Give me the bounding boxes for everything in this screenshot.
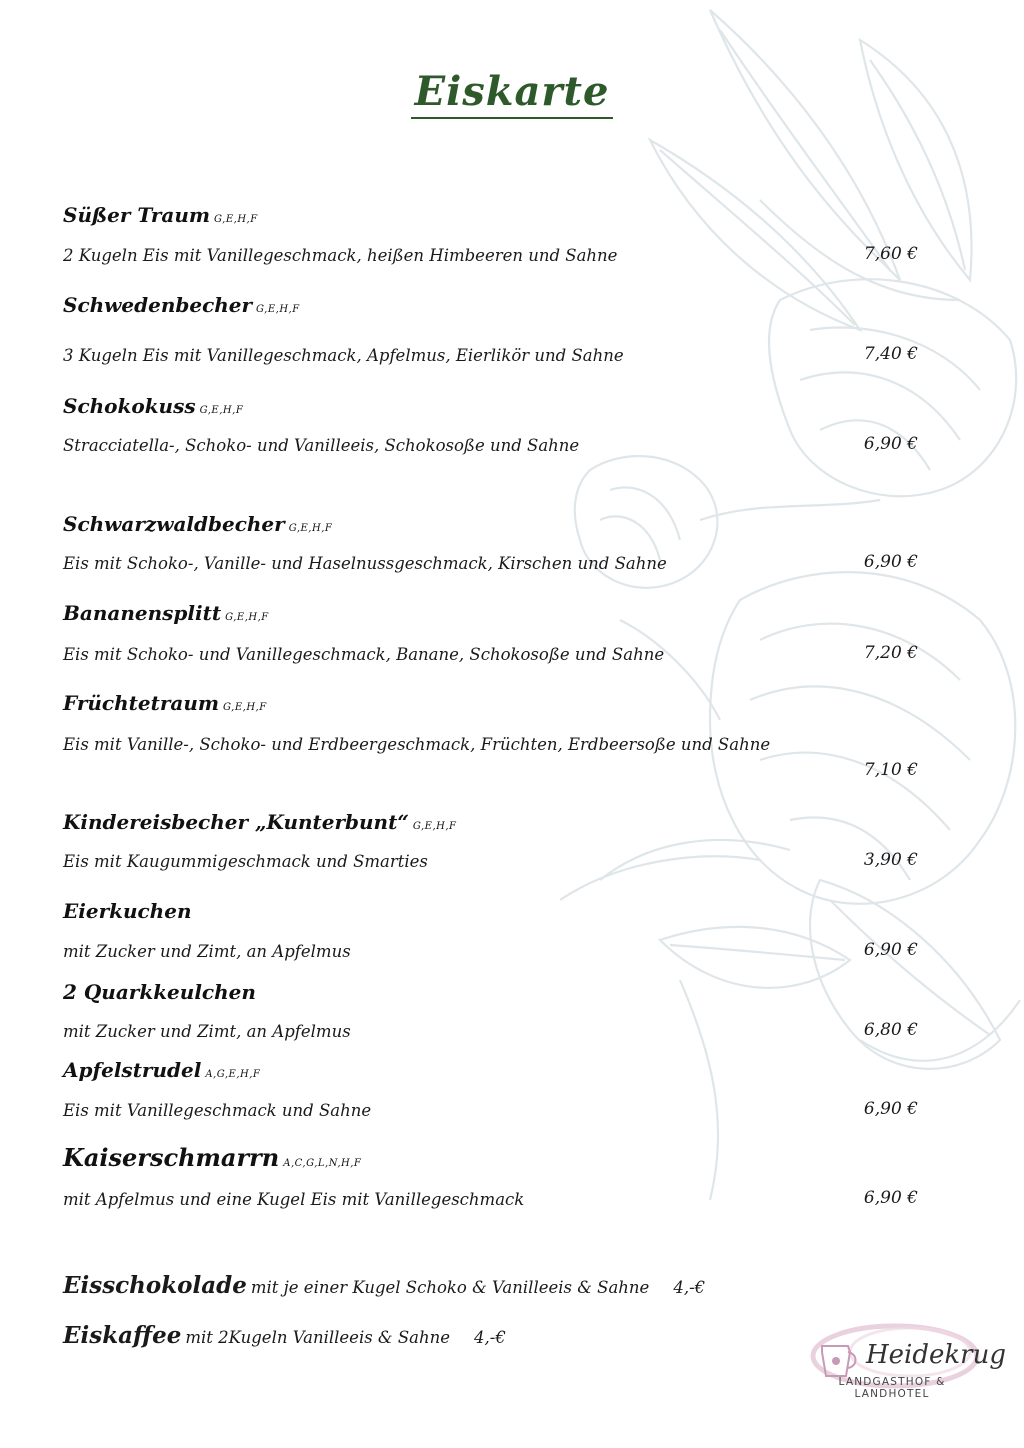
- menu-item-description: 3 Kugeln Eis mit Vanillegeschmack, Apfelmus, Eierlikör und Sahne: [63, 346, 624, 365]
- menu-item-price: 6,90 €: [863, 1099, 918, 1119]
- menu-item-description: Eis mit Kaugummigeschmack und Smarties: [63, 852, 428, 871]
- menu-item-price: 3,90 €: [863, 850, 918, 870]
- menu-item-price: 6,90 €: [863, 552, 918, 572]
- item-name: Kindereisbecher „Kunterbunt“: [63, 810, 409, 834]
- menu-item-name: [63, 512, 332, 536]
- menu-item-name: [63, 601, 269, 625]
- menu-item-price: 6,90 €: [863, 1188, 918, 1208]
- item-name: Apfelstrudel: [63, 1058, 202, 1082]
- item-name: Schwarzwaldbecher: [63, 512, 285, 536]
- allergen-codes: G,E,H,F: [214, 214, 258, 225]
- drink-name: Eiskaffee: [63, 1322, 182, 1349]
- item-name: Bananensplitt: [63, 601, 222, 625]
- menu-item-description: mit Zucker und Zimt, an Apfelmus: [63, 942, 351, 961]
- drink-description: mit 2Kugeln Vanilleeis & Sahne: [185, 1328, 451, 1347]
- menu-title: [0, 68, 1024, 119]
- menu-item-name: [63, 293, 300, 317]
- menu-item-name: [63, 394, 243, 418]
- menu-title-text: Eiskarte: [411, 68, 614, 119]
- allergen-codes: G,E,H,F: [256, 304, 300, 315]
- item-name: Süßer Traum: [63, 203, 211, 227]
- menu-item-description: Eis mit Vanille-, Schoko- und Erdbeergeschmack, Früchten, Erdbeersoße und Sahne: [63, 735, 771, 754]
- menu-item-description: mit Zucker und Zimt, an Apfelmus: [63, 1022, 351, 1041]
- logo-name: Heidekrug: [866, 1340, 1006, 1370]
- menu-item-name: [63, 899, 196, 923]
- drink-name: Eisschokolade: [63, 1272, 247, 1299]
- menu-item-description: Eis mit Vanillegeschmack und Sahne: [63, 1101, 372, 1120]
- drink-price: 4,-€: [474, 1328, 506, 1347]
- allergen-codes: G,E,H,F: [225, 612, 269, 623]
- drink-line: [63, 1272, 705, 1299]
- item-name: Schwedenbecher: [63, 293, 253, 317]
- item-name: 2 Quarkkeulchen: [63, 980, 256, 1004]
- item-name: Schokokuss: [63, 394, 196, 418]
- menu-item-price: 7,10 €: [863, 760, 918, 780]
- menu-item-description: mit Apfelmus und eine Kugel Eis mit Vanillegeschmack: [63, 1190, 525, 1209]
- allergen-codes: A,C,G,L,N,H,F: [283, 1158, 362, 1169]
- drink-line: [63, 1322, 506, 1349]
- menu-item-price: 7,60 €: [863, 244, 918, 264]
- allergen-codes: G,E,H,F: [223, 702, 267, 713]
- item-name: Kaiserschmarrn: [63, 1143, 280, 1172]
- menu-item-price: 6,90 €: [863, 940, 918, 960]
- menu-item-description: Eis mit Schoko- und Vanillegeschmack, Banane, Schokosoße und Sahne: [63, 645, 665, 664]
- allergen-codes: G,E,H,F: [288, 523, 333, 534]
- item-name: Früchtetraum: [63, 691, 220, 715]
- menu-item-description: Eis mit Schoko-, Vanille- und Haselnussgeschmack, Kirschen und Sahne: [63, 554, 667, 573]
- menu-item-name: [63, 203, 258, 227]
- heidekrug-logo: [800, 1318, 1006, 1404]
- menu-item-name: [63, 980, 260, 1004]
- menu-item-price: 7,40 €: [863, 344, 918, 364]
- item-name: Eierkuchen: [63, 899, 192, 923]
- menu-item-description: 2 Kugeln Eis mit Vanillegeschmack, heißen Himbeeren und Sahne: [63, 246, 618, 265]
- floral-background-art: [560, 0, 1024, 1448]
- menu-item-price: 6,80 €: [863, 1020, 918, 1040]
- logo-subtitle: LANDGASTHOF & LANDHOTEL: [838, 1376, 946, 1400]
- drink-description: mit je einer Kugel Schoko & Vanilleeis & Sahne: [250, 1278, 650, 1297]
- allergen-codes: G,E,H,F: [412, 821, 457, 832]
- menu-item-price: 6,90 €: [863, 434, 918, 454]
- allergen-codes: G,E,H,F: [199, 405, 244, 416]
- menu-item-name: [63, 1058, 260, 1082]
- menu-item-name: [63, 1143, 361, 1172]
- menu-item-price: 7,20 €: [863, 643, 918, 663]
- drink-price: 4,-€: [673, 1278, 706, 1297]
- menu-item-description: Stracciatella-, Schoko- und Vanilleeis, Schokosoße und Sahne: [63, 436, 580, 455]
- menu-item-name: [63, 691, 267, 715]
- menu-item-name: [63, 810, 456, 834]
- allergen-codes: A,G,E,H,F: [205, 1069, 261, 1080]
